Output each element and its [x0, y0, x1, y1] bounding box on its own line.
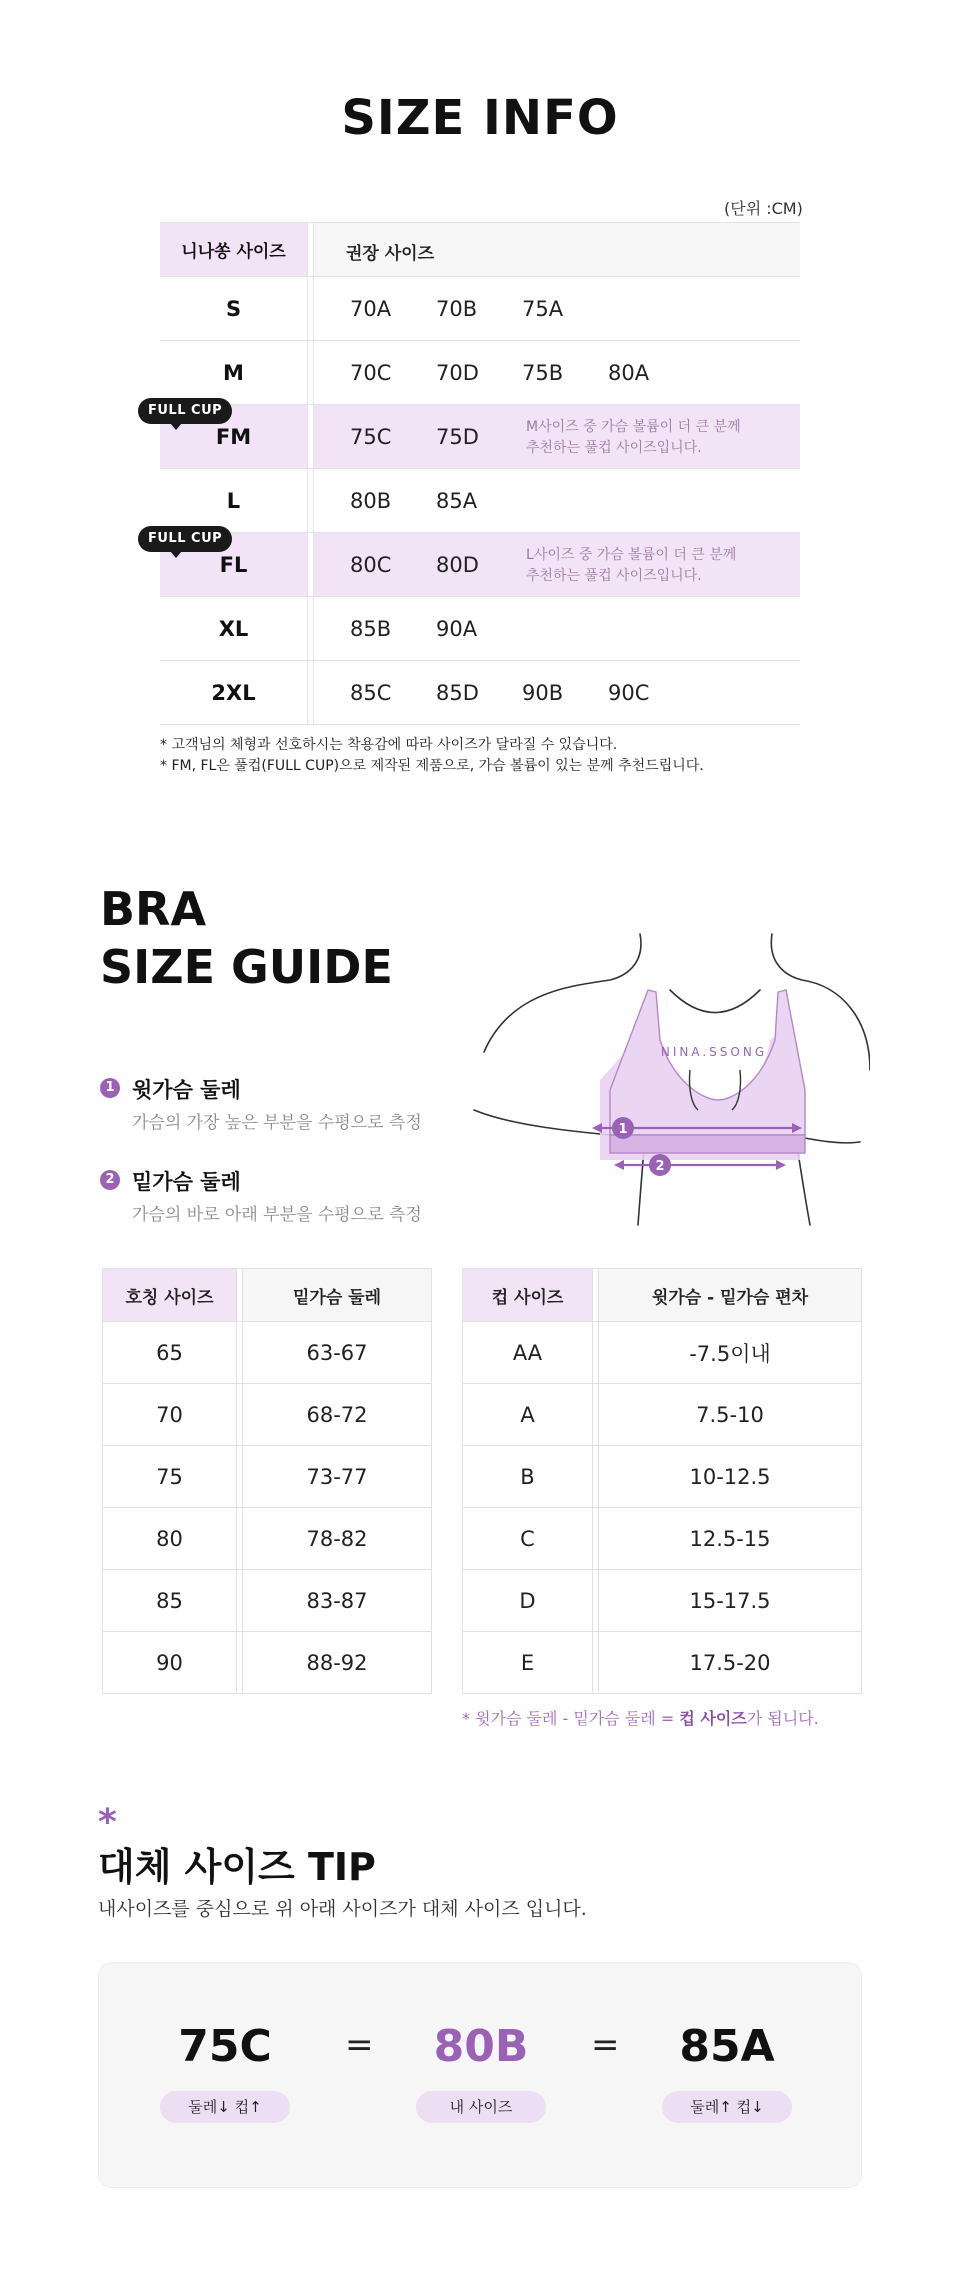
table-row: 65 63-67 — [102, 1322, 432, 1384]
rec-size: 80C — [350, 553, 392, 577]
rec-size: 70A — [350, 297, 392, 321]
size-info-header-row — [160, 223, 800, 277]
unit-label: (단위 :CM) — [724, 199, 803, 218]
table-row-fullcup — [160, 405, 800, 469]
table-row: 75 73-77 — [102, 1446, 432, 1508]
size-cell: 2XL — [160, 661, 308, 724]
measurement-desc: 가슴의 가장 높은 부분을 수평으로 측정 — [132, 1113, 422, 1133]
table-row: C 12.5-15 — [462, 1508, 862, 1570]
full-cup-badge: FULL CUP — [138, 398, 232, 424]
asterisk-icon: * — [98, 1802, 117, 1843]
rec-size: 85C — [350, 681, 392, 705]
footnote: * 고객님의 체형과 선호하시는 착용감에 따라 사이즈가 달라질 수 있습니다. — [160, 737, 618, 753]
band-size-table — [102, 1268, 432, 1694]
table-row: 80 78-82 — [102, 1508, 432, 1570]
measurement-label: 윗가슴 둘레 — [132, 1078, 241, 1102]
fullcup-note: L사이즈 중 가슴 볼륨이 더 큰 분께 추천하는 풀컵 사이즈입니다. — [526, 547, 737, 584]
alternative-size-box — [98, 1962, 862, 2188]
size-cell: M — [160, 341, 308, 404]
table-row: A 7.5-10 — [462, 1384, 862, 1446]
size-cell: XL — [160, 597, 308, 660]
table-header-row — [462, 1268, 862, 1322]
rec-size: 85B — [350, 617, 392, 641]
number-badge-icon: 1 — [100, 1078, 120, 1098]
svg-text:1: 1 — [618, 1122, 628, 1137]
my-size-pill: 내 사이즈 — [416, 2091, 546, 2123]
measurement-desc: 가슴의 바로 아래 부분을 수평으로 측정 — [132, 1205, 422, 1225]
header-difference: 윗가슴 - 밑가슴 편차 — [598, 1269, 862, 1321]
my-size: 80B — [433, 2021, 529, 2072]
table-row: 70 68-72 — [102, 1384, 432, 1446]
cup-size-table — [462, 1268, 862, 1694]
table-row: B 10-12.5 — [462, 1446, 862, 1508]
bra-guide-title: BRA SIZE GUIDE — [100, 882, 393, 994]
table-row — [160, 661, 800, 725]
size-cell: S — [160, 277, 308, 340]
fullcup-note: M사이즈 중 가슴 볼륨이 더 큰 분께 추천하는 풀컵 사이즈입니다. — [526, 419, 741, 456]
rec-size: 80D — [436, 553, 479, 577]
alt-size-left: 75C — [178, 2021, 272, 2072]
rec-size: 90A — [436, 617, 478, 641]
rec-size: 85A — [436, 489, 478, 513]
table-row: 85 83-87 — [102, 1570, 432, 1632]
table-row: D 15-17.5 — [462, 1570, 862, 1632]
bra-illustration — [470, 930, 870, 1230]
table-header-row — [102, 1268, 432, 1322]
table-row — [160, 469, 800, 533]
table-row — [160, 277, 800, 341]
header-recommended-size: 권장 사이즈 — [346, 244, 435, 264]
size-cell: FL — [160, 533, 308, 596]
rec-size: 70C — [350, 361, 392, 385]
number-badge-icon: 2 — [100, 1170, 120, 1190]
rec-size: 75D — [436, 425, 479, 449]
table-row: AA -7.5이내 — [462, 1322, 862, 1384]
header-underbust: 밑가슴 둘레 — [242, 1269, 432, 1321]
size-cell: FM — [160, 405, 308, 468]
rec-size: 80B — [350, 489, 392, 513]
footnote: * FM, FL은 풀컵(FULL CUP)으로 제작된 제품으로, 가슴 볼륨이 있는 분께 추천드립니다. — [160, 758, 704, 774]
alt-size-right: 85A — [679, 2021, 775, 2072]
alt-size-left-pill: 둘레↓ 컵↑ — [160, 2091, 290, 2123]
cup-size-note: * 윗가슴 둘레 - 밑가슴 둘레 = 컵 사이즈가 됩니다. — [462, 1709, 819, 1728]
rec-size: 75B — [522, 361, 564, 385]
size-info-title: SIZE INFO — [341, 90, 619, 146]
rec-size: 75A — [522, 297, 564, 321]
table-row-fullcup — [160, 533, 800, 597]
header-nina-size: 니나쏭 사이즈 — [160, 223, 308, 276]
brand-text: NINA.SSONG — [660, 1045, 768, 1059]
equals-sign: = — [591, 2025, 620, 2065]
full-cup-badge: FULL CUP — [138, 526, 232, 552]
rec-size: 90B — [522, 681, 564, 705]
header-cup-size: 컵 사이즈 — [462, 1269, 592, 1321]
equals-sign: = — [345, 2025, 374, 2065]
tip-title: 대체 사이즈 TIP — [98, 1845, 376, 1889]
table-row: E 17.5-20 — [462, 1632, 862, 1694]
rec-size: 70D — [436, 361, 479, 385]
alt-size-right-pill: 둘레↑ 컵↓ — [662, 2091, 792, 2123]
svg-text:2: 2 — [655, 1159, 665, 1174]
tip-subtitle: 내사이즈를 중심으로 위 아래 사이즈가 대체 사이즈 입니다. — [98, 1898, 587, 1920]
measurement-label: 밑가슴 둘레 — [132, 1170, 241, 1194]
size-cell: L — [160, 469, 308, 532]
table-row — [160, 341, 800, 405]
rec-size: 75C — [350, 425, 392, 449]
rec-size: 70B — [436, 297, 478, 321]
table-row: 90 88-92 — [102, 1632, 432, 1694]
rec-size: 90C — [608, 681, 650, 705]
table-row — [160, 597, 800, 661]
rec-size: 85D — [436, 681, 479, 705]
rec-size: 80A — [608, 361, 650, 385]
header-band-size: 호칭 사이즈 — [102, 1269, 236, 1321]
